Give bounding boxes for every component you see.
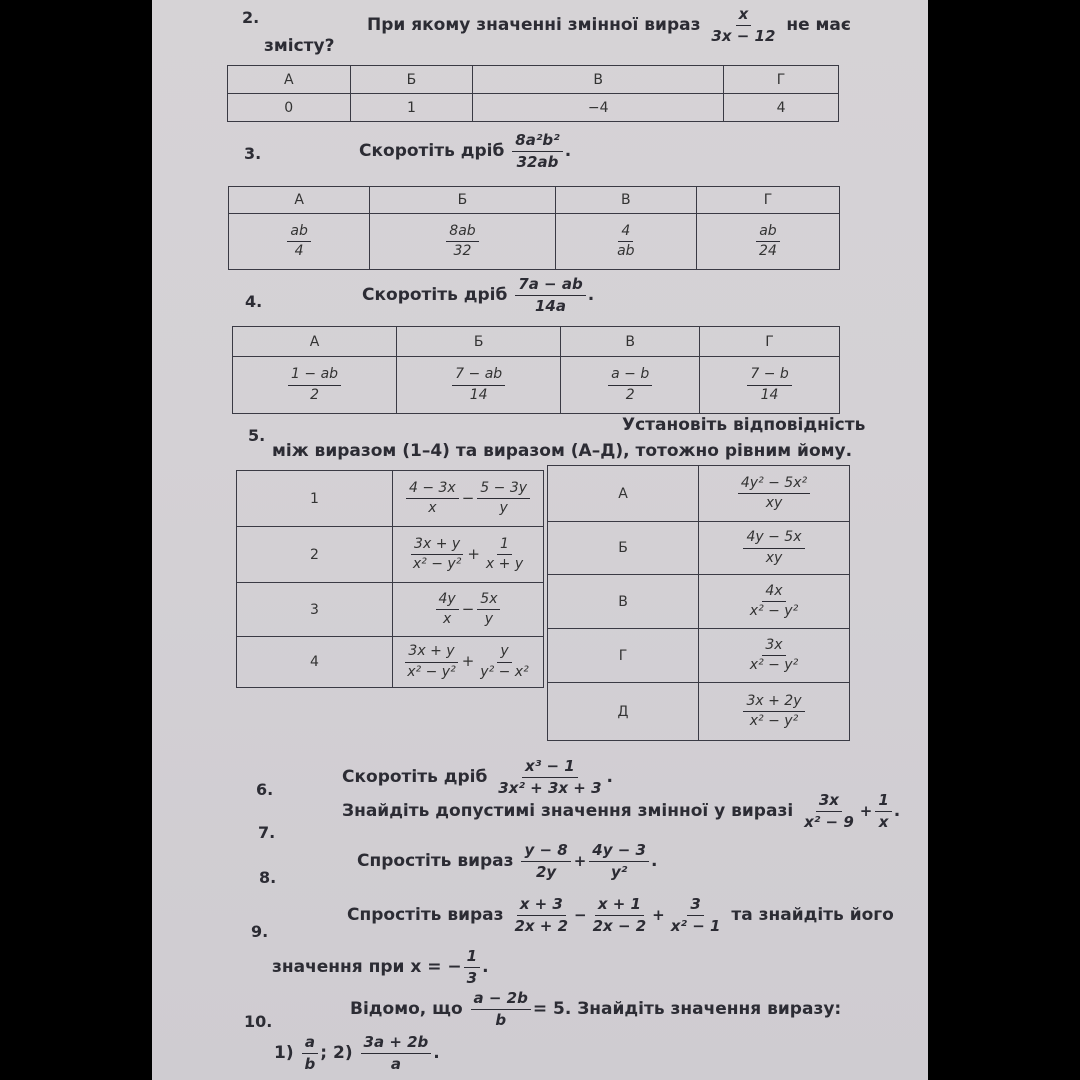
part-1-label: 1) <box>274 1043 294 1063</box>
operator: + <box>573 852 587 870</box>
fraction-numerator: 4y − 3 <box>589 842 649 862</box>
expression <box>393 471 544 527</box>
fraction-numerator: x³ − 1 <box>522 758 578 778</box>
question-10-parts <box>274 1034 440 1072</box>
question-2-fraction <box>708 6 778 44</box>
fraction-numerator: 3x + y <box>411 537 463 555</box>
question-4-number: 4. <box>245 292 263 311</box>
punctuation: . <box>564 141 572 161</box>
fraction-denominator: x² − 1 <box>670 916 721 935</box>
fraction-denominator: xy <box>765 549 783 566</box>
fraction-numerator: 1 − ab <box>288 367 341 385</box>
question-7-prompt: Знайдіть допустимі значення змінної у виразі <box>342 801 794 821</box>
question-3-number: 3. <box>244 144 262 163</box>
table-header: Г <box>700 327 840 357</box>
question-9-condition: значення при x = − <box>272 957 462 977</box>
table-header: А <box>228 66 351 94</box>
fraction-denominator: x² − y² <box>749 603 799 619</box>
question-10-text <box>350 990 841 1028</box>
fraction-numerator: 4x <box>762 584 785 602</box>
fraction-denominator: 32ab <box>516 152 559 171</box>
answer-option <box>561 357 700 414</box>
option-letter: Д <box>548 683 699 741</box>
answer-option <box>233 357 397 414</box>
punctuation: . <box>606 767 613 787</box>
question-2-prompt: При якому значенні змінної вираз <box>367 15 701 35</box>
answer-option: 0 <box>228 94 351 122</box>
question-6-number: 6. <box>256 780 274 799</box>
question-3-text <box>359 132 571 170</box>
fraction-numerator: 3 <box>687 896 703 916</box>
fraction-denominator: x² − y² <box>407 663 456 680</box>
answer-option <box>229 214 370 270</box>
fraction-denominator: x² − y² <box>749 713 799 729</box>
question-9-tail: та знайдіть його <box>731 905 894 925</box>
fraction-numerator: ab <box>287 224 310 242</box>
option-expression <box>699 575 850 629</box>
expression <box>393 583 544 637</box>
question-5-number: 5. <box>248 426 266 445</box>
question-10-prompt: Відомо, що <box>350 999 463 1019</box>
fraction-denominator: y² <box>610 862 628 881</box>
fraction-numerator: 4 <box>618 224 633 242</box>
table-header: Г <box>696 187 839 214</box>
question-3-prompt: Скоротіть дріб <box>359 141 505 161</box>
fraction-denominator: 14 <box>469 386 488 403</box>
fraction-denominator: 2x − 2 <box>592 916 647 935</box>
fraction-denominator: 2x + 2 <box>514 916 569 935</box>
question-4-prompt: Скоротіть дріб <box>362 285 508 305</box>
table-header: В <box>555 187 696 214</box>
question-2-text <box>367 6 851 44</box>
operator: + <box>461 652 475 670</box>
worksheet-page <box>152 0 928 1080</box>
answer-option: 1 <box>350 94 473 122</box>
expression-number: 4 <box>237 637 393 688</box>
fraction-denominator: 24 <box>759 243 777 259</box>
table-header: Г <box>724 66 839 94</box>
question-10-number: 10. <box>244 1012 273 1031</box>
fraction-denominator: 2 <box>625 386 635 403</box>
expression-number: 3 <box>237 583 393 637</box>
question-6-prompt: Скоротіть дріб <box>342 767 488 787</box>
question-8-prompt: Спростіть вираз <box>357 851 514 871</box>
table-header: А <box>233 327 397 357</box>
fraction-numerator: y <box>497 644 511 662</box>
question-9-prompt: Спростіть вираз <box>347 905 504 925</box>
answer-option: −4 <box>473 94 724 122</box>
fraction-denominator: y <box>499 500 508 516</box>
fraction-denominator: x² − y² <box>412 556 462 572</box>
fraction-numerator: 4 − 3x <box>406 481 459 499</box>
operator: + <box>467 544 480 563</box>
question-4-answer-table <box>232 326 840 414</box>
question-6-fraction <box>495 758 604 796</box>
question-9-text <box>347 896 894 934</box>
fraction-denominator: x <box>878 812 889 831</box>
option-letter: В <box>548 575 699 629</box>
fraction-numerator: 4y − 5x <box>743 530 804 548</box>
fraction-denominator: 3 <box>466 968 478 987</box>
fraction-numerator: x <box>736 6 752 26</box>
punctuation: . <box>433 1043 440 1063</box>
question-2-answer-table <box>227 65 839 122</box>
answer-option <box>397 357 561 414</box>
fraction-numerator: 1 <box>497 537 512 555</box>
question-3-fraction <box>512 132 562 170</box>
option-expression <box>699 522 850 575</box>
expression <box>393 527 544 583</box>
fraction-numerator: a − b <box>608 367 652 385</box>
fraction-numerator: a <box>302 1034 318 1054</box>
fraction-denominator: 14a <box>534 296 566 315</box>
operator: + <box>859 802 873 820</box>
fraction-denominator: x <box>442 611 452 627</box>
fraction-denominator: 3x − 12 <box>711 26 776 45</box>
fraction-denominator: xy <box>765 495 783 511</box>
question-2-continuation: змісту? <box>264 36 335 56</box>
fraction-numerator: 4y <box>436 592 459 610</box>
fraction-numerator: 3x <box>762 638 785 656</box>
fraction-numerator: 3x + y <box>405 644 457 662</box>
fraction-numerator: 1 <box>875 792 891 812</box>
expression <box>393 637 544 688</box>
answer-option <box>696 214 839 270</box>
question-4-text <box>362 276 594 314</box>
option-expression <box>699 466 850 522</box>
option-letter: Г <box>548 629 699 683</box>
fraction-denominator: 4 <box>294 243 304 259</box>
fraction-numerator: x + 1 <box>595 896 644 916</box>
punctuation: . <box>587 285 595 305</box>
question-5-line-1: Установіть відповідність <box>622 415 866 435</box>
fraction-numerator: x + 3 <box>517 896 566 916</box>
fraction-numerator: 7a − ab <box>515 276 585 296</box>
part-2-label: ; 2) <box>320 1043 353 1063</box>
punctuation: . <box>893 801 901 821</box>
fraction-denominator: 14 <box>760 386 779 403</box>
option-expression <box>699 629 850 683</box>
answer-option <box>555 214 696 270</box>
expression-number: 2 <box>237 527 393 583</box>
fraction-denominator: 3x² + 3x + 3 <box>498 778 602 797</box>
question-8-number: 8. <box>259 868 277 887</box>
fraction-denominator: a <box>390 1054 401 1073</box>
question-9-number: 9. <box>251 922 269 941</box>
table-header: В <box>561 327 700 357</box>
answer-option: 4 <box>724 94 839 122</box>
fraction-numerator: ab <box>756 224 779 242</box>
question-4-fraction <box>515 276 585 314</box>
table-header: Б <box>350 66 473 94</box>
fraction-numerator: 7 − ab <box>452 367 505 385</box>
question-7-text <box>342 792 900 830</box>
fraction-numerator: 8a²b² <box>512 132 562 152</box>
fraction-denominator: ab <box>617 243 635 259</box>
answer-option <box>700 357 840 414</box>
answer-option <box>370 214 555 270</box>
fraction-denominator: 2y <box>535 862 557 881</box>
fraction-denominator: y² − x² <box>480 663 529 680</box>
question-7-number: 7. <box>258 823 276 842</box>
punctuation: . <box>650 851 658 871</box>
question-5-right-table <box>547 465 850 741</box>
operator: − <box>574 906 587 924</box>
question-3-answer-table <box>228 186 840 270</box>
punctuation: . <box>482 957 489 977</box>
fraction-denominator: x + y <box>485 556 524 572</box>
question-9-continuation <box>272 948 489 986</box>
operator: − <box>461 488 475 507</box>
fraction-denominator: 32 <box>453 243 472 259</box>
fraction-numerator: y − 8 <box>521 842 570 862</box>
fraction-denominator: x² − 9 <box>804 812 854 831</box>
fraction-denominator: x <box>428 500 437 516</box>
option-letter: А <box>548 466 699 522</box>
question-6-text <box>342 758 613 796</box>
fraction-numerator: 3x <box>816 792 842 812</box>
fraction-denominator: x² − y² <box>749 657 799 673</box>
fraction-numerator: 3x + 2y <box>743 694 804 712</box>
fraction-numerator: 7 − b <box>747 367 791 385</box>
option-letter: Б <box>548 522 699 575</box>
fraction-numerator: 8ab <box>446 224 478 242</box>
question-2-number: 2. <box>242 8 260 27</box>
question-10-condition: = 5. Знайдіть значення виразу: <box>532 999 842 1019</box>
fraction-denominator: 2 <box>310 386 320 403</box>
option-expression <box>699 683 850 741</box>
fraction-numerator: a − 2b <box>471 990 531 1010</box>
question-5-line-2: між виразом (1–4) та виразом (А–Д), тотожно рівним йому. <box>272 441 853 461</box>
fraction-denominator: b <box>495 1010 507 1029</box>
operator: + <box>652 906 665 924</box>
fraction-denominator: b <box>304 1054 316 1073</box>
table-header: А <box>229 187 370 214</box>
expression-number: 1 <box>237 471 393 527</box>
fraction-denominator: y <box>484 611 494 627</box>
fraction-numerator: 5 − 3y <box>477 481 530 499</box>
question-8-text <box>357 842 657 880</box>
question-2-tail: не має <box>786 15 851 35</box>
table-header: Б <box>370 187 555 214</box>
fraction-numerator: 1 <box>464 948 480 968</box>
fraction-numerator: 5x <box>477 592 500 610</box>
table-header: В <box>473 66 724 94</box>
fraction-numerator: 4y² − 5x² <box>738 476 810 494</box>
question-5-left-table <box>236 470 544 688</box>
fraction-numerator: 3a + 2b <box>361 1034 432 1054</box>
operator: − <box>461 599 475 618</box>
table-header: Б <box>397 327 561 357</box>
